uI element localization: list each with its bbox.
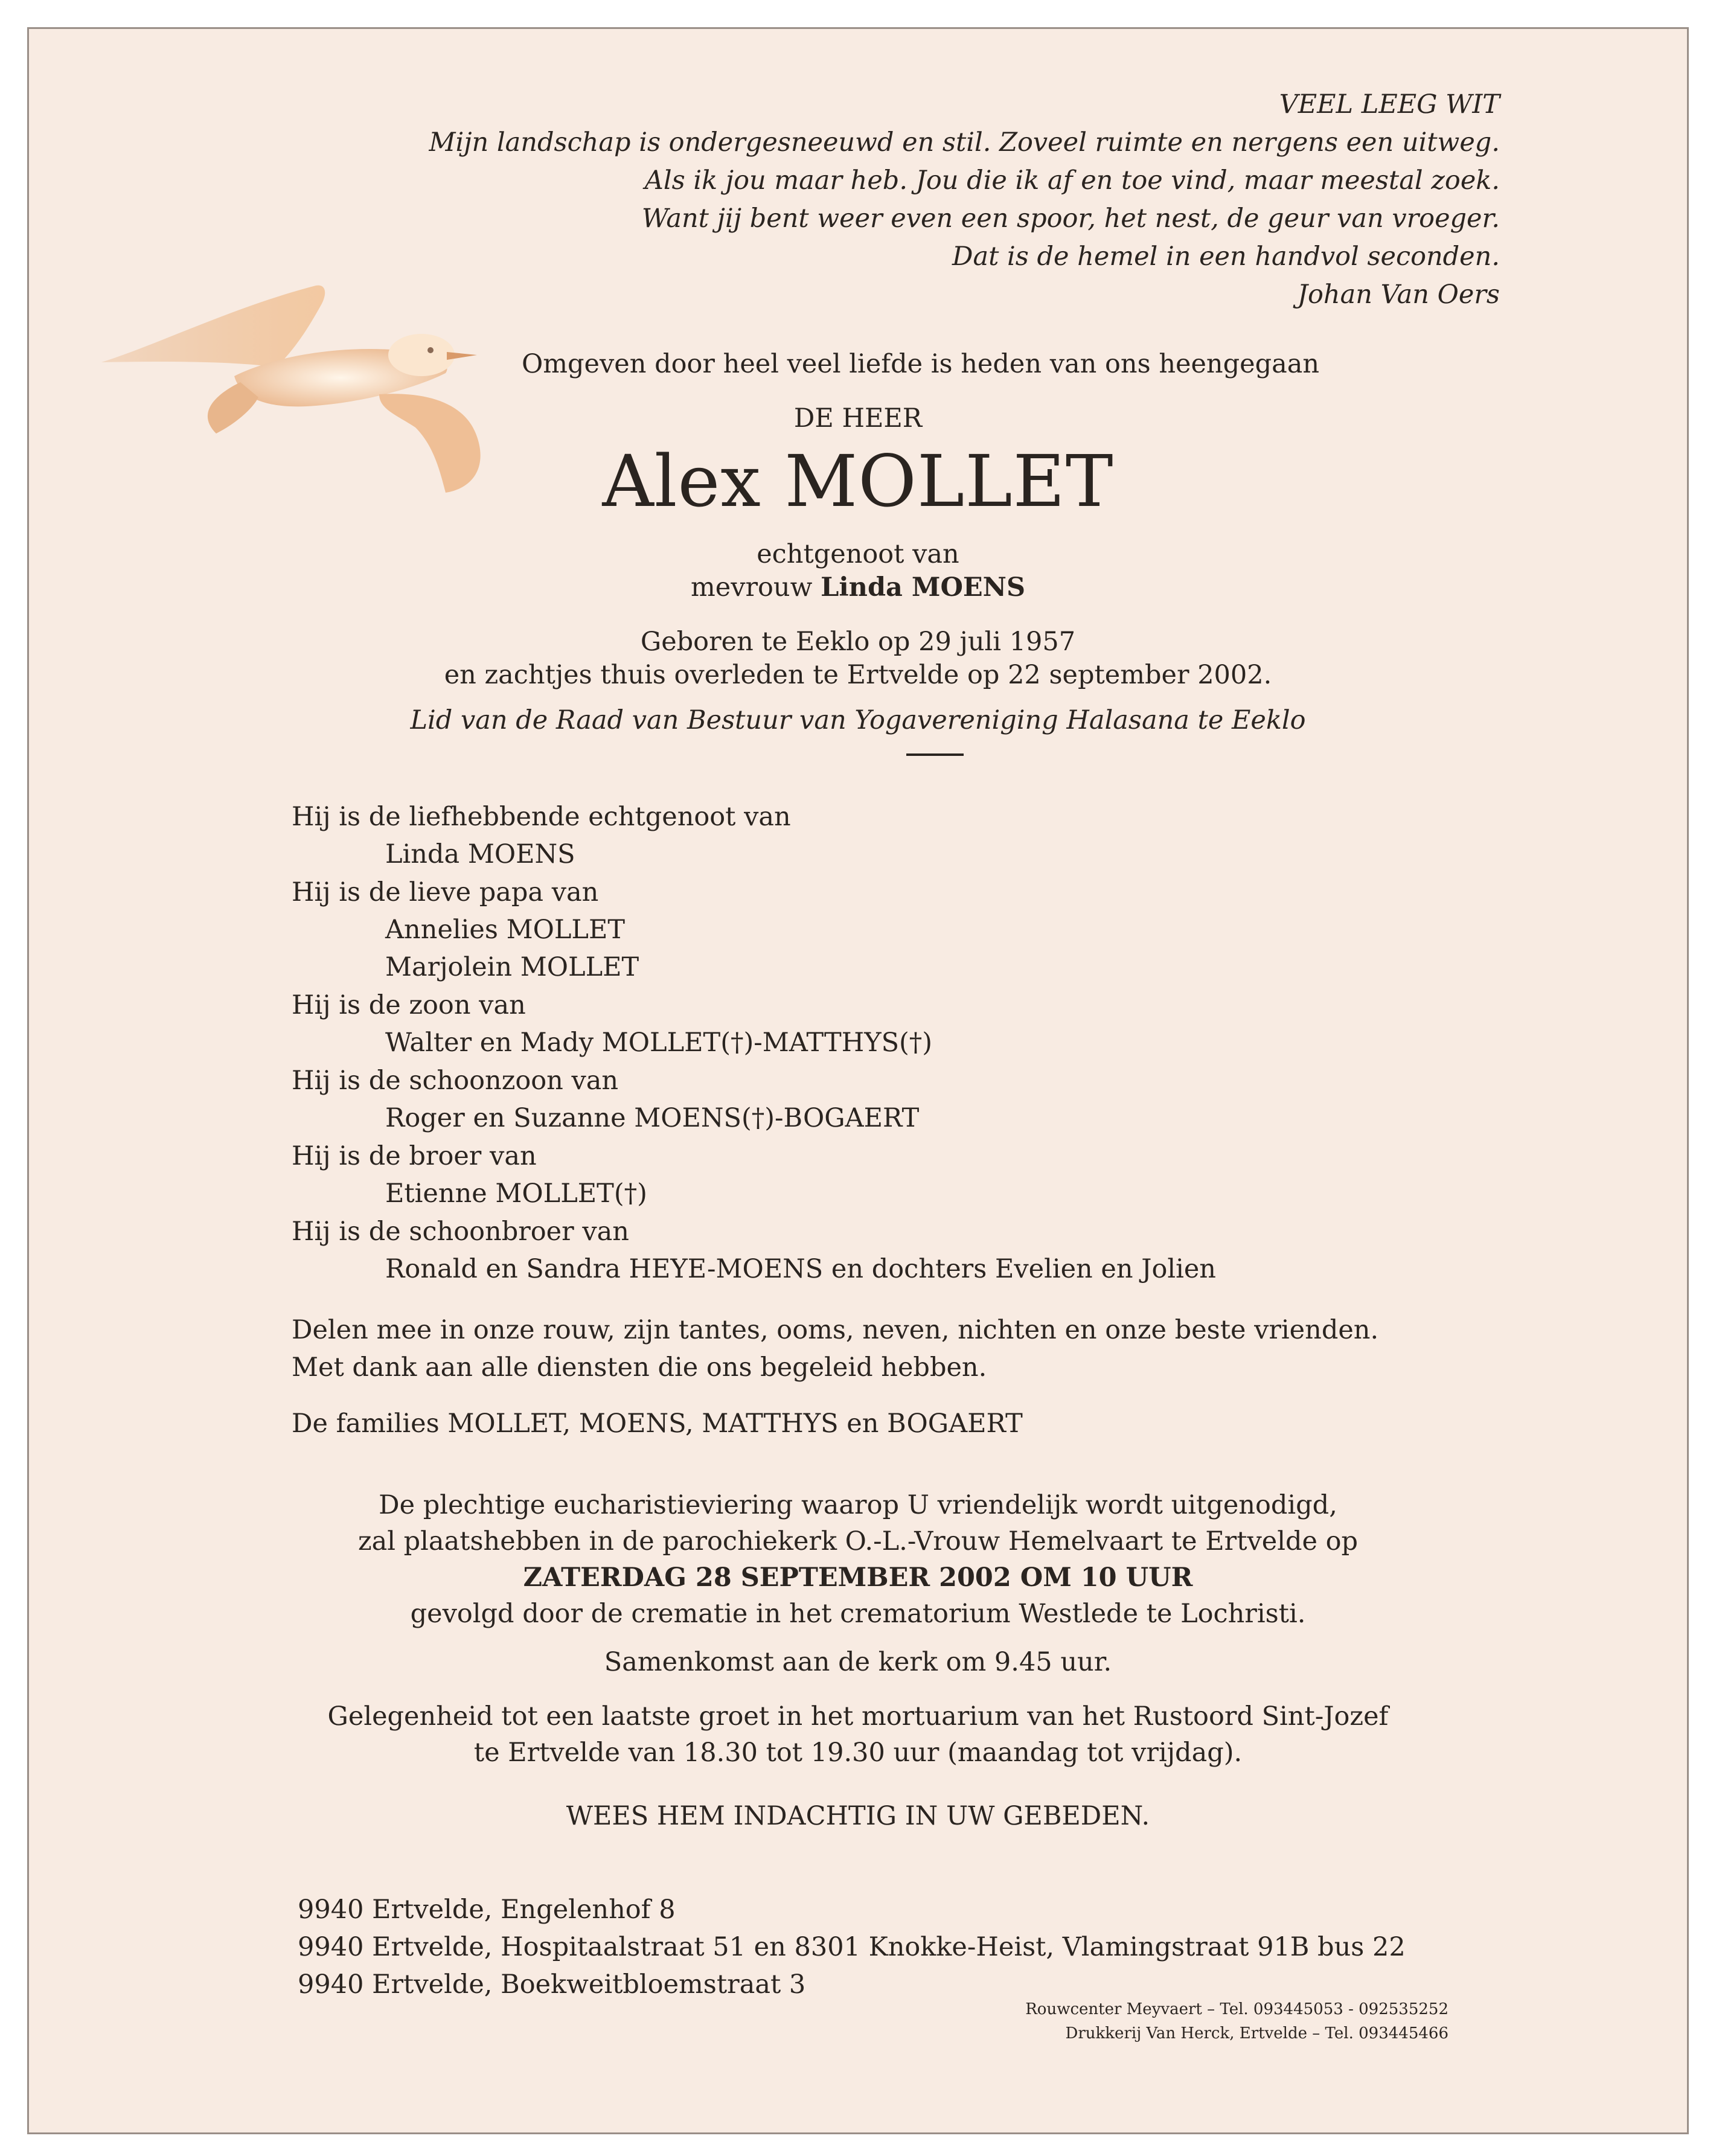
farewell-line: te Ertvelde van 18.30 tot 19.30 uur (maandag tot vrijdag). bbox=[473, 1738, 1243, 1768]
families-signature: De families MOLLET, MOENS, MATTHYS en BOGAERT bbox=[292, 1409, 1023, 1439]
family-name: Roger en Suzanne MOENS(†)-BOGAERT bbox=[385, 1103, 920, 1133]
spouse-prefix: echtgenoot van bbox=[757, 539, 959, 569]
poem-title: VEEL LEEG WIT bbox=[1279, 89, 1500, 120]
prayer-line: WEES HEM INDACHTIG IN UW GEBEDEN. bbox=[566, 1801, 1150, 1831]
farewell-line: Gelegenheid tot een laatste groet in het mortuarium van het Rustoord Sint-Jozef bbox=[327, 1701, 1389, 1732]
family-name: Walter en Mady MOLLET(†)-MATTHYS(†) bbox=[385, 1028, 933, 1058]
closing-line: Delen mee in onze rouw, zijn tantes, ooms, neven, nichten en onze beste vrienden. bbox=[292, 1315, 1379, 1345]
family-relation: Hij is de zoon van bbox=[292, 990, 526, 1020]
deceased-name: Alex MOLLET bbox=[602, 440, 1114, 523]
address-line: 9940 Ertvelde, Engelenhof 8 bbox=[298, 1895, 676, 1925]
membership: Lid van de Raad van Bestuur van Yogavereniging Halasana te Eeklo bbox=[410, 705, 1306, 735]
memorial-card bbox=[27, 27, 1689, 2134]
poem-line: Want jij bent weer even een spoor, het nest, de geur van vroeger. bbox=[641, 203, 1500, 234]
divider-line bbox=[906, 753, 964, 756]
poem-line: Mijn landschap is ondergesneeuwd en stil. Zoveel ruimte en nergens een uitweg. bbox=[429, 127, 1500, 158]
family-name: Marjolein MOLLET bbox=[385, 952, 639, 982]
closing-line: Met dank aan alle diensten die ons begeleid hebben. bbox=[292, 1352, 987, 1383]
birth-info: Geboren te Eeklo op 29 juli 1957 bbox=[640, 627, 1076, 657]
poem-line: Dat is de hemel in een handvol seconden. bbox=[952, 242, 1500, 272]
family-name: Etienne MOLLET(†) bbox=[385, 1179, 647, 1209]
poem-author: Johan Van Oers bbox=[1297, 280, 1500, 310]
family-name: Annelies MOLLET bbox=[385, 915, 626, 945]
ceremony-date: ZATERDAG 28 SEPTEMBER 2002 OM 10 UUR bbox=[523, 1563, 1193, 1593]
address-line: 9940 Ertvelde, Boekweitbloemstraat 3 bbox=[298, 1969, 806, 2000]
family-name: Linda MOENS bbox=[385, 839, 575, 869]
family-relation: Hij is de schoonzoon van bbox=[292, 1066, 619, 1096]
death-info: en zachtjes thuis overleden te Ertvelde op 22 september 2002. bbox=[444, 660, 1272, 690]
spouse-title: mevrouw bbox=[690, 572, 813, 603]
ceremony-line: gevolgd door de crematie in het crematorium Westlede te Lochristi. bbox=[410, 1599, 1306, 1629]
family-relation: Hij is de schoonbroer van bbox=[292, 1217, 629, 1247]
poem-line: Als ik jou maar heb. Jou die ik af en toe vind, maar meestal zoek. bbox=[644, 165, 1500, 196]
family-relation: Hij is de broer van bbox=[292, 1141, 537, 1171]
ceremony-line: De plechtige eucharistieviering waarop U vriendelijk wordt uitgenodigd, bbox=[379, 1490, 1337, 1520]
family-name: Ronald en Sandra HEYE-MOENS en dochters Evelien en Jolien bbox=[385, 1254, 1216, 1284]
address-line: 9940 Ertvelde, Hospitaalstraat 51 en 8301 Knokke-Heist, Vlamingstraat 91B bus 22 bbox=[298, 1932, 1406, 1962]
intro-text: Omgeven door heel veel liefde is heden van ons heengegaan bbox=[522, 349, 1320, 379]
spouse-name: Linda MOENS bbox=[821, 572, 1026, 603]
honorific: DE HEER bbox=[793, 403, 923, 433]
funeral-home-credit: Rouwcenter Meyvaert – Tel. 093445053 - 092535252 bbox=[1025, 2000, 1448, 2018]
printer-credit: Drukkerij Van Herck, Ertvelde – Tel. 093445466 bbox=[1065, 2024, 1448, 2042]
gathering-time: Samenkomst aan de kerk om 9.45 uur. bbox=[604, 1647, 1112, 1677]
ceremony-line: zal plaatshebben in de parochiekerk O.-L.-Vrouw Hemelvaart te Ertvelde op bbox=[357, 1526, 1359, 1556]
spouse-line bbox=[29, 572, 1687, 603]
family-relation: Hij is de liefhebbende echtgenoot van bbox=[292, 802, 791, 832]
family-relation: Hij is de lieve papa van bbox=[292, 877, 599, 907]
